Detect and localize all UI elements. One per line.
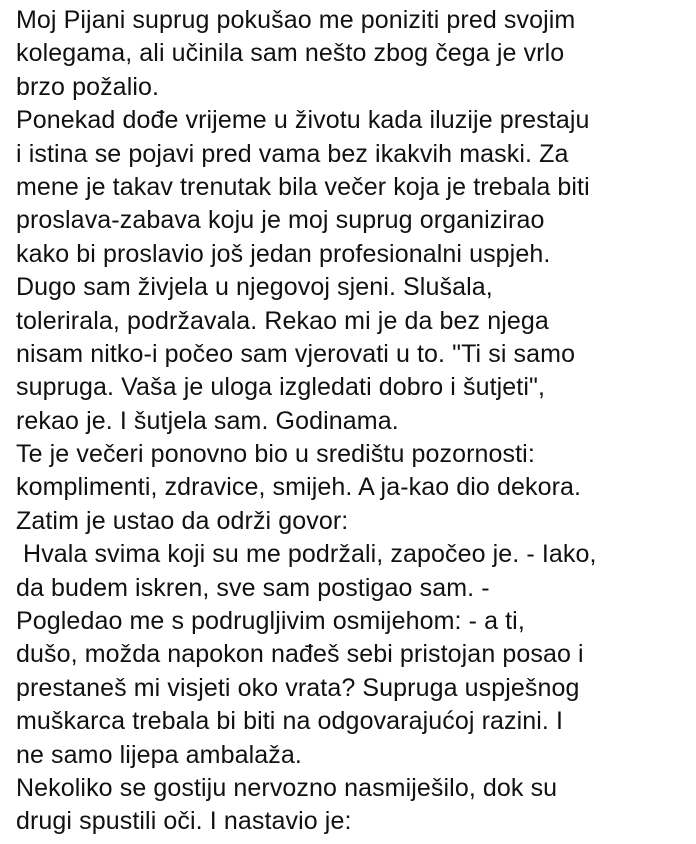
text-line: Nekoliko se gostiju nervozno nasmiješilo, dok su — [16, 773, 558, 802]
text-line: proslava-zabava koju je moj suprug organizirao — [16, 206, 545, 235]
text-line: Pogledao me s podrugljivim osmijehom: - a ti, — [16, 607, 525, 636]
text-line: prestaneš mi visjeti oko vrata? Supruga uspješnog — [16, 673, 580, 702]
text-line: Te je večeri ponovno bio u središtu pozornosti: — [16, 440, 535, 469]
text-line: nisam nitko-i počeo sam vjerovati u to. "Ti si samo — [16, 339, 576, 368]
text-line: Moj Pijani suprug pokušao me poniziti pred svojim — [16, 6, 576, 34]
text-line: mene je takav trenutak bila večer koja je trebala biti — [16, 172, 590, 201]
text-line: kolegama, ali učinila sam nešto zbog čega je vrlo — [16, 39, 565, 68]
text-line: ne samo lijepa ambalaža. — [16, 740, 302, 769]
text-line: komplimenti, zdravice, smijeh. A ja-kao dio dekora. — [16, 473, 582, 502]
text-line: Ponekad dođe vrijeme u životu kada iluzije prestaju — [16, 106, 590, 135]
text-line: muškarca trebala bi biti na odgovarajućoj razini. I — [16, 707, 564, 736]
text-line: Dugo sam živjela u njegovoj sjeni. Slušala, — [16, 273, 493, 302]
text-line: rekao je. I šutjela sam. Godinama. — [16, 406, 399, 435]
text-line: brzo požalio. — [16, 72, 160, 101]
text-line: drugi spustili oči. I nastavio je: — [16, 807, 352, 836]
text-line: kako bi proslavio još jedan profesionalni uspjeh. — [16, 239, 551, 268]
text-line: da budem iskren, sve sam postigao sam. - — [16, 573, 490, 602]
text-line: tolerirala, podržavala. Rekao mi je da bez njega — [16, 306, 549, 335]
text-line: Zatim je ustao da održi govor: — [16, 506, 349, 535]
text-line: dušo, možda napokon nađeš sebi pristojan posao i — [16, 640, 584, 669]
text-line: Hvala svima koji su me podržali, započeo je. - Iako, — [16, 540, 597, 569]
post-text — [16, 4, 686, 839]
text-line: supruga. Vaša je uloga izgledati dobro i šutjeti", — [16, 373, 546, 402]
text-line: i istina se pojavi pred vama bez ikakvih maski. Za — [16, 139, 569, 168]
